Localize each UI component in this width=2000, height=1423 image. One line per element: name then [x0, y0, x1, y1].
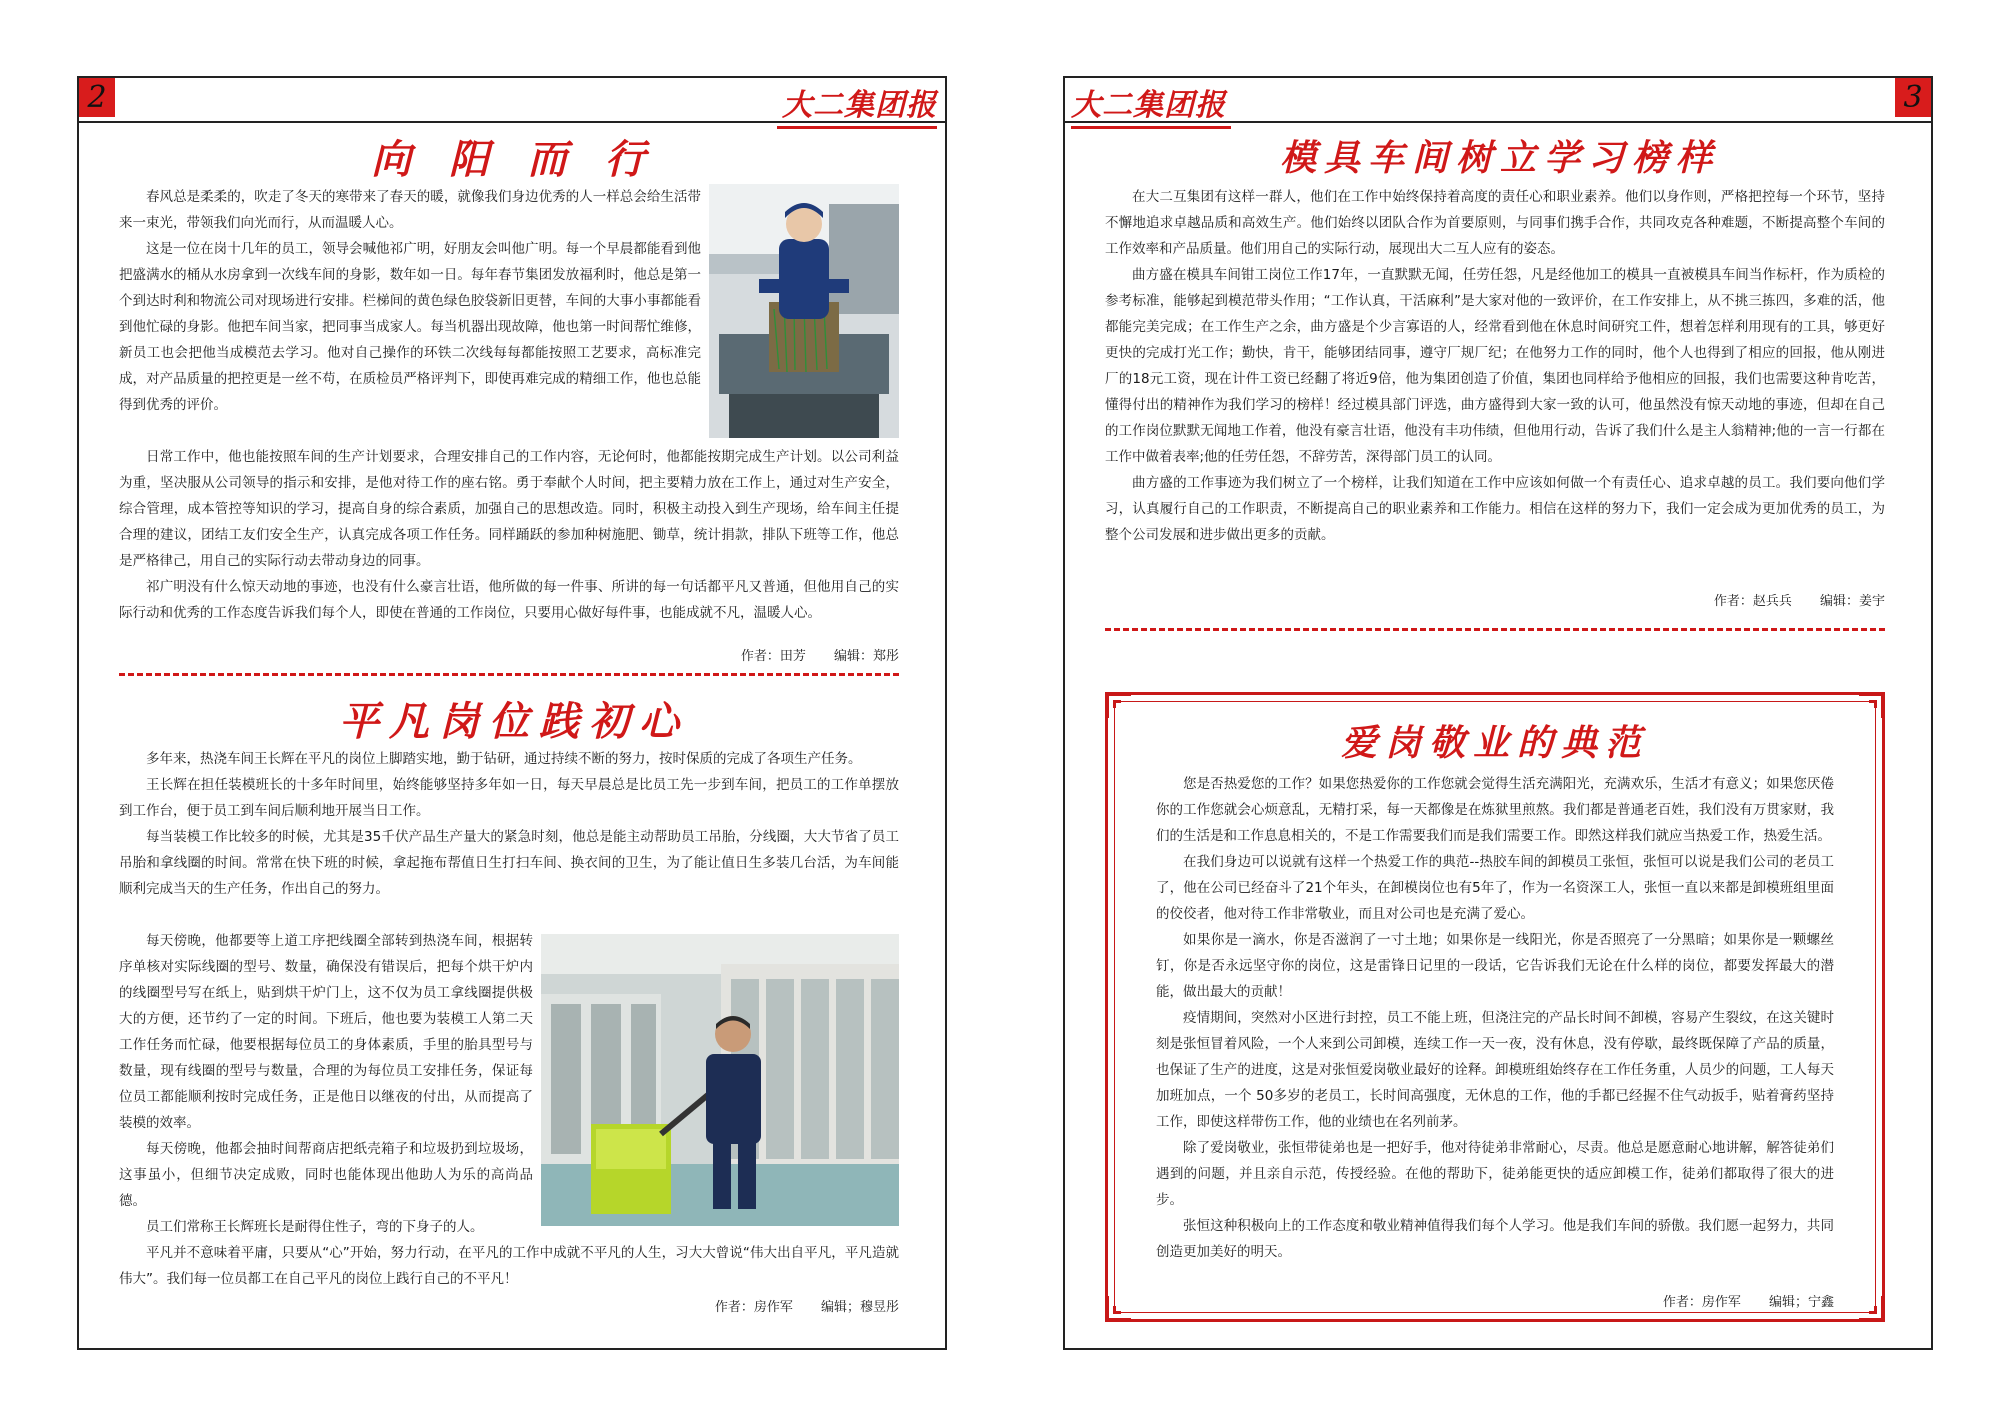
article-body-continued: 每天傍晚，他都要等上道工序把线圈全部转到热浇车间，根据转序单核对实际线圈的型号、数量，确保没有错误后，把每个烘干炉内的线圈型号写在纸上，贴到烘干炉门上，这不仅为员工拿线圈提供极大的方便，还节约了一定的时间。下班后，他也要为装模工人第二天工作任务而忙碌，他要根据每位员工的身体素质，手里的胎具型号与数量，现有线圈的型号与数量，合理的为每位员工安排任务，保证每位员工都能顺利按时完成任务，正是他日以继夜的付出，从而提高了装模的效率。 每天傍晚，他都会抽时间帮商店把纸壳箱子和垃圾扔到垃圾场，这事虽小，但细节决定成败，同时也能体现出他助人为乐的高尚品德。 员工们常称王长辉班长是耐得住性子，弯的下身子的人。: [119, 933, 533, 1235]
newspaper-page-2: [77, 76, 947, 1350]
page-header: [79, 78, 945, 123]
article-body-continued: 日常工作中，他也能按照车间的生产计划要求，合理安排自己的工作内容，无论何时，他都能按期完成生产计划。以公司利益为重，坚决服从公司领导的指示和安排，是他对待工作的座右铭。勇于奉献个人时间，把主要精力放在工作上，通过对生产安全，综合管理，成本管控等知识的学习，提高自身的综合素质，加强自己的思想改造。同时，积极主动投入到生产现场，给车间主任提合理的建议，团结工友们安全生产，认真完成各项工作任务。同样踊跃的参加种树施肥、锄草，统计捐款，排队下班等工作，他总是严格律己，用自己的实际行动去带动身边的同事。 祁广明没有什么惊天动地的事迹，也没有什么豪言壮语，他所做的每一件事、所讲的每一句话都平凡又普通，但他用自己的实际行动和优秀的工作态度告诉我们每个人，即使在普通的工作岗位，只要用心做好每件事，也能成就不凡，温暖人心。: [119, 449, 899, 621]
article-body: 您是否热爱您的工作？如果您热爱你的工作您就会觉得生活充满阳光，充满欢乐，生活才有意义；如果您厌倦你的工作您就会心烦意乱，无精打采，每一天都像是在炼狱里煎熬。我们都是普通老百姓，我们没有万贯家财，我们的生活是和工作息息相关的，不是工作需要我们而是我们需要工作。即然这样我们就应当热爱工作，热爱生活。 在我们身边可以说就有这样一个热爱工作的典范--热胶车间的卸模员工张恒，张恒可以说是我们公司的老员工了，他在公司已经奋斗了21个年头，在卸模岗位也有5年了，作为一名资深工人，张恒一直以来都是卸模班组里面的佼佼者，他对待工作非常敬业，而且对公司也是充满了爱心。 如果你是一滴水，你是否滋润了一寸土地；如果你是一线阳光，你是否照亮了一分黑暗；如果你是一颗螺丝钉，你是否永远坚守你的岗位，这是雷锋日记里的一段话，它告诉我们无论在什么样的岗位，都要发挥最大的潜能，做出最大的贡献！ 疫情期间，突然对小区进行封控，员工不能上班，但浇注完的产品长时间不卸模，容易产生裂纹，在这关键时刻是张恒冒着风险，一个人来到公司卸模，连续工作一天一夜，没有休息，没有停歇，最终既保障了产品的质量，也保证了生产的进度，这是对张恒爱岗敬业最好的诠释。卸模班组始终存在工作任务重，人员少的问题，工人每天加班加点，一个 50多岁的老员工，长时间高强度，无休息的工作，他的手都已经握不住气动扳手，贴着膏药坚持工作，即使这样带伤工作，他的业绩也在名列前茅。 除了爱岗敬业，张恒带徒弟也是一把好手，他对待徒弟非常耐心，尽责。他总是愿意耐心地讲解，解答徒弟们遇到的问题，并且亲自示范，传授经验。在他的帮助下，徒弟能更快的适应卸模工作，徒弟们都取得了很大的进步。 张恒这种积极向上的工作态度和敬业精神值得我们每个人学习。他是我们车间的骄傲。我们愿一起努力，共同创造更加美好的明天。: [1156, 776, 1834, 1260]
editor: 编辑：姜宇: [1819, 594, 1885, 609]
author: 作者：田芳: [740, 649, 806, 664]
section-divider: [119, 673, 899, 676]
article-title: 平凡岗位践初心: [339, 698, 689, 745]
article-title: 向 阳 而 行: [371, 136, 657, 183]
editor: 编辑：郑彤: [833, 649, 899, 664]
editor: 编辑；穆昱彤: [820, 1300, 899, 1315]
section-divider: [1105, 628, 1885, 631]
masthead-underline: [1071, 126, 1231, 129]
author: 作者：房作军: [714, 1300, 793, 1315]
frame-corner-ornament: [1105, 1296, 1131, 1322]
worker-photo-1: [709, 184, 899, 438]
newspaper-page-3: [1063, 76, 1933, 1350]
page-number: 3: [1895, 78, 1931, 117]
author: 作者：赵兵兵: [1713, 594, 1792, 609]
article-byline: [1639, 1291, 1834, 1310]
article-body: 多年来，热浇车间王长辉在平凡的岗位上脚踏实地，勤于钻研，通过持续不断的努力，按时保质的完成了各项生产任务。 王长辉在担任装模班长的十多年时间里，始终能够坚持多年如一日，每天早晨总是比员工先一步到车间，把员工的工作单摆放到工作台，便于员工到车间后顺利地开展当日工作。 每当装模工作比较多的时候，尤其是35千伏产品生产量大的紧急时刻，他总是能主动帮助员工吊胎，分线圈，大大节省了员工吊胎和拿线圈的时间。常常在快下班的时候，拿起拖布帮值日生打扫车间、换衣间的卫生，为了能让值日生多装几台活，为车间能顺利完成当天的生产任务，作出自己的努力。: [119, 751, 899, 897]
article-byline: [717, 645, 899, 664]
page-number: 2: [79, 78, 115, 117]
article-byline: [691, 1296, 899, 1315]
page-header: [1065, 78, 1931, 123]
editor: 编辑；宁鑫: [1768, 1295, 1834, 1310]
author: 作者：房作军: [1662, 1295, 1741, 1310]
masthead-logo: 大二集团报: [1071, 88, 1226, 123]
article-body: 在大二互集团有这样一群人，他们在工作中始终保持着高度的责任心和职业素养。他们以身作则，严格把控每一个环节，坚持不懈地追求卓越品质和高效生产。他们始终以团队合作为首要原则，与同事们携手合作，共同攻克各种难题，不断提高整个车间的工作效率和产品质量。他们用自己的实际行动，展现出大二互人应有的姿态。 曲方盛在模具车间钳工岗位工作17年，一直默默无闻，任劳任怨，凡是经他加工的模具一直被模具车间当作标杆，作为质检的参考标准，能够起到模范带头作用；“工作认真，干活麻利”是大家对他的一致评价，在工作安排上，从不挑三拣四，多难的活，他都能完美完成；在工作生产之余，曲方盛是个少言寡语的人，经常看到他在休息时间研究工件，想着怎样利用现有的工具，够更好更快的完成打光工作；勤快，肯干，能够团结同事，遵守厂规厂纪；在他努力工作的同时，他个人也得到了相应的回报，他从刚进厂的18元工资，现在计件工资已经翻了将近9倍，他为集团创造了价值，集团也同样给予他相应的回报，我们也需要这种肯吃苦，懂得付出的精神作为我们学习的榜样！经过模具部门评选，曲方盛得到大家一致的认可，他虽然没有惊天动地的事迹，但却在自己的工作岗位默默无闻地工作着，他没有豪言壮语，他没有丰功伟绩，但他用行动，告诉了我们什么是主人翁精神;他的一言一行都在工作中做着表率;他的任劳任怨，不辞劳苦，深得部门员工的认同。 曲方盛的工作事迹为我们树立了一个榜样，让我们知道在工作中应该如何做一个有责任心、追求卓越的员工。我们要向他们学习，认真履行自己的工作职责，不断提高自己的职业素养和工作能力。相信在这样的努力下，我们一定会成为更加优秀的员工，为整个公司发展和进步做出更多的贡献。: [1105, 189, 1885, 543]
article-title: 模具车间树立学习榜样: [1279, 137, 1720, 179]
frame-corner-ornament: [1859, 1296, 1885, 1322]
article-byline: [1690, 590, 1885, 609]
article-body: 春风总是柔柔的，吹走了冬天的寒带来了春天的暖，就像我们身边优秀的人一样总会给生活带来一束光，带领我们向光而行，从而温暖人心。 这是一位在岗十几年的员工，领导会喊他祁广明，好朋友会叫他广明。每一个早晨都能看到他把盛满水的桶从水房拿到一次线车间的身影，数年如一日。每年春节集团发放福利时，他总是第一个到达时利和物流公司对现场进行安排。栏梯间的黄色绿色胶袋新旧更替，车间的大事小事都能看到他忙碌的身影。他把车间当家，把同事当成家人。每当机器出现故障，他也第一时间帮忙维修，新员工也会把他当成模范去学习。他对自己操作的环铁二次线每每都能按照工艺要求，高标准完成，对产品质量的把控更是一丝不苟，在质检员严格评判下，即使再难完成的精细工作，他也总能得到优秀的评价。: [119, 189, 701, 413]
worker-photo-2: [541, 934, 899, 1226]
article-title: 爱岗敬业的典范: [1340, 722, 1649, 764]
decorative-frame: [1105, 692, 1885, 1322]
article-body-continued: 平凡并不意味着平庸，只要从“心”开始，努力行动，在平凡的工作中成就不平凡的人生，习大大曾说“伟大出自平凡，平凡造就伟大”。我们每一位员都工在自己平凡的岗位上践行自己的不平凡！: [119, 1245, 899, 1287]
masthead-logo: 大二集团报: [782, 88, 937, 123]
